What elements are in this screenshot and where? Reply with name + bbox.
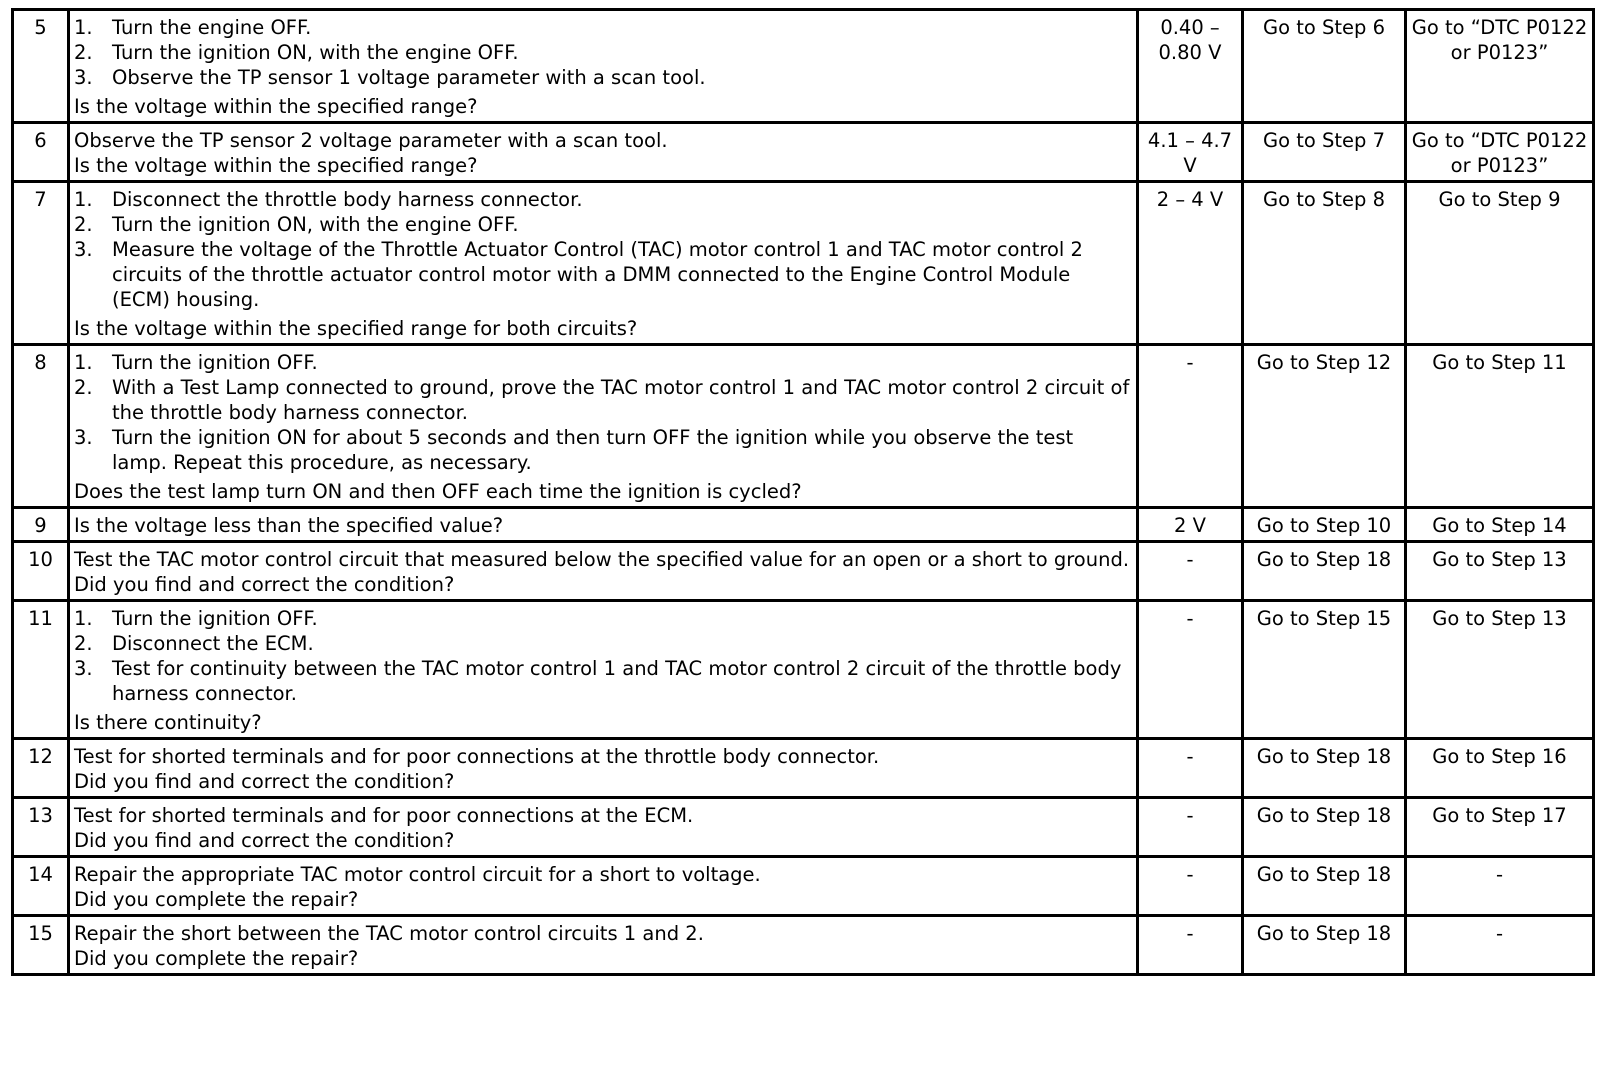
action-question: Did you find and correct the condition? [74,770,455,793]
no-result: - [1406,916,1594,975]
specified-value: - [1138,798,1243,857]
no-result: Go to Step 13 [1406,601,1594,739]
table-row [13,542,1594,601]
no-result: Go to Step 13 [1406,542,1594,601]
specified-value: 0.40 – 0.80 V [1138,10,1243,123]
action-step-number: 2. [74,632,93,655]
action-question: Did you complete the repair? [74,947,359,970]
action-cell [69,601,1138,739]
action-text: Test for shorted terminals and for poor connections at the ECM. [74,804,694,827]
no-result: Go to Step 9 [1406,182,1594,345]
action-step-text: Turn the ignition ON for about 5 seconds and then turn OFF the ignition while you observe the test lamp. Repeat this procedure, as necessary. [112,426,1074,474]
specified-value: - [1138,739,1243,798]
action-step-number: 3. [74,657,93,680]
action-step [74,631,1132,656]
action-step-number: 1. [74,188,93,211]
step-number: 10 [13,542,69,601]
action-step-number: 1. [74,16,93,39]
action-step [74,187,1132,212]
action-step [74,375,1132,425]
table-row [13,857,1594,916]
action-step [74,237,1132,312]
specified-value: - [1138,916,1243,975]
table-row [13,798,1594,857]
specified-value: - [1138,542,1243,601]
yes-result: Go to Step 18 [1243,857,1406,916]
action-cell [69,345,1138,508]
action-question: Is the voltage less than the specified value? [74,514,504,537]
action-steps-list [74,15,1132,90]
action-question: Is the voltage within the specified range for both circuits? [74,317,638,340]
no-result: Go to “DTC P0122 or P0123” [1406,123,1594,182]
action-step-number: 3. [74,238,93,261]
action-cell [69,739,1138,798]
yes-result: Go to Step 18 [1243,739,1406,798]
action-text: Test for shorted terminals and for poor connections at the throttle body connector. [74,745,880,768]
action-step-number: 1. [74,351,93,374]
action-steps-list [74,350,1132,475]
action-cell [69,508,1138,542]
action-step [74,40,1132,65]
action-step-text: Turn the ignition OFF. [112,607,318,630]
yes-result: Go to Step 6 [1243,10,1406,123]
table-row [13,916,1594,975]
action-text: Repair the appropriate TAC motor control circuit for a short to voltage. [74,863,761,886]
action-step [74,425,1132,475]
action-question: Is the voltage within the specified range? [74,154,478,177]
action-step-number: 2. [74,41,93,64]
specified-value: - [1138,857,1243,916]
step-number: 7 [13,182,69,345]
action-step-number: 3. [74,426,93,449]
action-question: Did you complete the repair? [74,888,359,911]
table-row [13,345,1594,508]
action-step-text: Turn the ignition ON, with the engine OFF. [112,213,519,236]
yes-result: Go to Step 15 [1243,601,1406,739]
no-result: Go to Step 16 [1406,739,1594,798]
yes-result: Go to Step 12 [1243,345,1406,508]
action-question: Did you find and correct the condition? [74,573,455,596]
action-step [74,656,1132,706]
yes-result: Go to Step 18 [1243,798,1406,857]
action-question: Does the test lamp turn ON and then OFF each time the ignition is cycled? [74,480,802,503]
yes-result: Go to Step 18 [1243,916,1406,975]
no-result: Go to “DTC P0122 or P0123” [1406,10,1594,123]
action-text: Observe the TP sensor 2 voltage parameter with a scan tool. [74,129,668,152]
action-cell [69,798,1138,857]
no-result: Go to Step 14 [1406,508,1594,542]
step-number: 13 [13,798,69,857]
action-cell [69,542,1138,601]
yes-result: Go to Step 8 [1243,182,1406,345]
action-step-text: Observe the TP sensor 1 voltage parameter with a scan tool. [112,66,706,89]
diagnostic-table [11,8,1595,976]
action-step [74,212,1132,237]
step-number: 6 [13,123,69,182]
action-step-text: Measure the voltage of the Throttle Actuator Control (TAC) motor control 1 and TAC motor control 2 circuits of the throttle actuator control motor with a DMM connected to the Engine Control Module (ECM) housing. [112,238,1083,311]
table-row [13,508,1594,542]
table-row [13,182,1594,345]
action-step-text: Turn the ignition ON, with the engine OFF. [112,41,519,64]
action-step-number: 1. [74,607,93,630]
table-row [13,601,1594,739]
action-question: Is there continuity? [74,711,262,734]
action-question: Did you find and correct the condition? [74,829,455,852]
step-number: 11 [13,601,69,739]
step-number: 12 [13,739,69,798]
action-cell [69,123,1138,182]
action-cell [69,916,1138,975]
action-question: Is the voltage within the specified range? [74,95,478,118]
no-result: Go to Step 11 [1406,345,1594,508]
specified-value: 2 – 4 V [1138,182,1243,345]
yes-result: Go to Step 7 [1243,123,1406,182]
action-steps-list [74,187,1132,312]
specified-value: 4.1 – 4.7 V [1138,123,1243,182]
action-text: Test the TAC motor control circuit that measured below the specified value for an open or a short to ground. [74,548,1130,571]
action-step-text: Turn the engine OFF. [112,16,312,39]
no-result: Go to Step 17 [1406,798,1594,857]
yes-result: Go to Step 10 [1243,508,1406,542]
table-row [13,10,1594,123]
action-step-text: Disconnect the throttle body harness connector. [112,188,583,211]
table-row [13,123,1594,182]
specified-value: - [1138,345,1243,508]
action-text: Repair the short between the TAC motor control circuits 1 and 2. [74,922,704,945]
action-step-text: Disconnect the ECM. [112,632,314,655]
action-step [74,606,1132,631]
specified-value: - [1138,601,1243,739]
step-number: 15 [13,916,69,975]
action-step-text: Test for continuity between the TAC motor control 1 and TAC motor control 2 circuit of the throttle body harness connector. [112,657,1122,705]
no-result: - [1406,857,1594,916]
action-step-number: 3. [74,66,93,89]
action-step-text: With a Test Lamp connected to ground, prove the TAC motor control 1 and TAC motor control 2 circuit of the throttle body harness connector. [112,376,1130,424]
action-steps-list [74,606,1132,706]
step-number: 5 [13,10,69,123]
action-step [74,350,1132,375]
action-cell [69,10,1138,123]
table-row [13,739,1594,798]
step-number: 14 [13,857,69,916]
action-cell [69,182,1138,345]
yes-result: Go to Step 18 [1243,542,1406,601]
specified-value: 2 V [1138,508,1243,542]
action-step-number: 2. [74,213,93,236]
step-number: 9 [13,508,69,542]
action-step [74,15,1132,40]
diagnostic-table-body [13,10,1594,975]
action-step-number: 2. [74,376,93,399]
action-step [74,65,1132,90]
step-number: 8 [13,345,69,508]
action-cell [69,857,1138,916]
action-step-text: Turn the ignition OFF. [112,351,318,374]
